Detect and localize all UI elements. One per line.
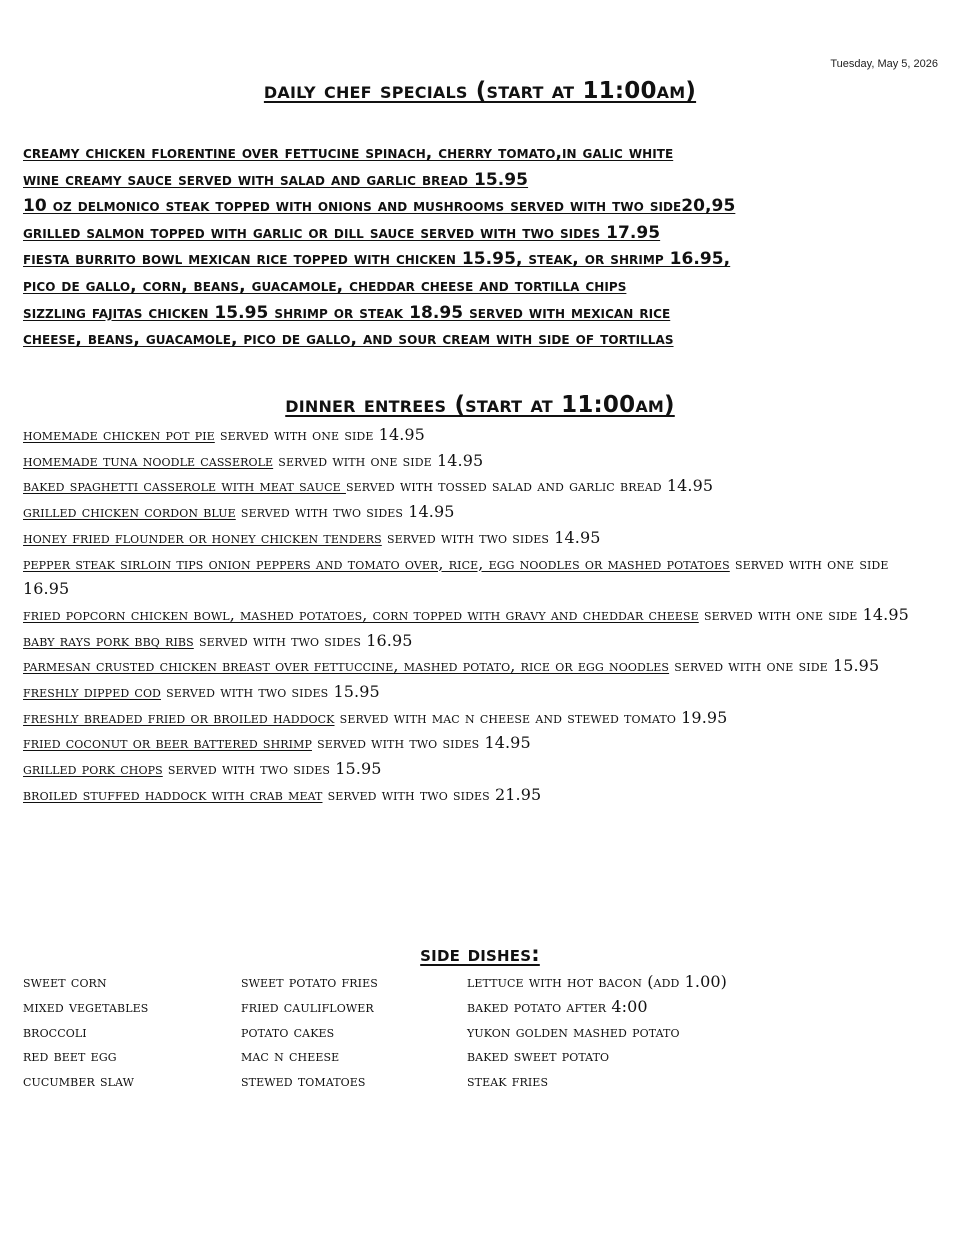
entree-details: served with two sides 15.95 xyxy=(162,759,382,779)
entree-item xyxy=(23,756,933,782)
entree-details: served with one side 16.95 xyxy=(23,553,889,599)
side-item: cucumber slaw xyxy=(23,1071,135,1091)
entree-name: pepper steak sirloin tips onion peppers and tomato over, rice, egg noodles or mashed potatoes xyxy=(23,553,730,573)
specials-list xyxy=(23,140,923,353)
entree-item xyxy=(23,602,933,628)
date-label: Tuesday, May 5, 2026 xyxy=(830,58,938,70)
side-item: broccoli xyxy=(23,1021,87,1041)
sides-row xyxy=(23,1020,923,1045)
entree-name: freshly dipped cod xyxy=(23,682,161,702)
entree-item xyxy=(23,782,933,808)
entree-name: grilled chicken cordon blue xyxy=(23,502,236,522)
entree-details: served with two sides 14.95 xyxy=(311,733,531,753)
entree-name: freshly breaded fried or broiled haddock xyxy=(23,707,335,727)
side-item: baked potato after 4:00 xyxy=(467,996,648,1016)
entree-details: served with one side 15.95 xyxy=(669,656,880,676)
side-item: baked sweet potato xyxy=(467,1046,610,1066)
specials-line: 10 oz delmonico steak topped with onions and mushrooms served with two side20,95 xyxy=(23,196,736,217)
entree-item xyxy=(23,499,933,525)
entree-name: honey fried flounder or honey chicken tenders xyxy=(23,527,382,547)
entree-name: fried popcorn chicken bowl, mashed potatoes, corn topped with gravy and cheddar cheese xyxy=(23,604,699,624)
entree-name: parmesan crusted chicken breast over fettuccine, mashed potato, rice or egg noodles xyxy=(23,656,670,676)
side-item: yukon golden mashed potato xyxy=(467,1021,680,1041)
specials-line: sizzling fajitas chicken 15.95 shrimp or steak 18.95 served with mexican rice xyxy=(23,302,671,323)
entree-item xyxy=(23,653,933,679)
entree-name: homemade chicken pot pie xyxy=(23,425,215,444)
specials-heading: daily chef specials (start at 11:00am) xyxy=(263,78,697,104)
entree-name: broiled stuffed haddock with crab meat xyxy=(23,784,323,804)
side-item: mixed vegetables xyxy=(23,996,149,1016)
sides-row xyxy=(23,995,923,1020)
sides-row xyxy=(23,1044,923,1069)
side-item: sweet potato fries xyxy=(241,972,378,991)
entree-name: baked spaghetti casserole with meat sauce xyxy=(23,476,346,496)
entree-details: served with two sides 15.95 xyxy=(160,682,380,702)
side-item: red beet egg xyxy=(23,1046,117,1066)
entree-details: served with two sides 14.95 xyxy=(381,527,601,547)
entree-item xyxy=(23,473,933,499)
entree-item xyxy=(23,705,933,731)
entree-item xyxy=(23,679,933,705)
side-item: mac n cheese xyxy=(241,1046,340,1066)
entree-name: homemade tuna noodle casserole xyxy=(23,450,274,470)
entree-item xyxy=(23,551,933,602)
specials-line: fiesta burrito bowl mexican rice topped with chicken 15.95, steak, or shrimp 16.95, xyxy=(23,249,731,270)
entree-name: fried coconut or beer battered shrimp xyxy=(23,733,312,753)
entree-name: baby rays pork bbq ribs xyxy=(23,630,194,650)
entrees-list xyxy=(23,422,933,808)
sides-row xyxy=(23,970,923,995)
side-item: steak fries xyxy=(467,1071,549,1091)
specials-line: cheese, beans, guacamole, pico de gallo, and sour cream with side of tortillas xyxy=(23,329,674,350)
entree-details: served with one side 14.95 xyxy=(698,604,909,624)
entree-details: served with two sides 21.95 xyxy=(322,784,542,804)
entree-details: served with one side 14.95 xyxy=(214,425,425,444)
entree-name: grilled pork chops xyxy=(23,759,163,779)
entree-details: served with mac n cheese and stewed tomato 19.95 xyxy=(334,707,728,727)
entree-details: served with tossed salad and garlic bread 14.95 xyxy=(345,476,714,496)
entree-details: served with two sides 16.95 xyxy=(193,630,413,650)
entree-details: served with two sides 14.95 xyxy=(235,502,455,522)
sides-row xyxy=(23,1069,923,1094)
entree-item xyxy=(23,448,933,474)
entree-details: served with one side 14.95 xyxy=(273,450,484,470)
entrees-heading: dinner entrees (start at 11:00am) xyxy=(285,392,675,418)
side-item: fried cauliflower xyxy=(241,996,374,1016)
specials-line: creamy chicken florentine over fettucine spinach, cherry tomato,in galic white xyxy=(23,143,674,163)
specials-line: grilled salmon topped with garlic or dill sauce served with two sides 17.95 xyxy=(23,222,661,243)
side-item: sweet corn xyxy=(23,972,107,991)
specials-line: pico de gallo, corn, beans, guacamole, cheddar cheese and tortilla chips xyxy=(23,275,627,296)
side-item: stewed tomatoes xyxy=(241,1071,366,1091)
entree-item xyxy=(23,628,933,654)
entree-item xyxy=(23,525,933,551)
sides-table xyxy=(23,970,923,1094)
sides-heading: side dishes: xyxy=(420,942,540,966)
side-item: potato cakes xyxy=(241,1021,335,1041)
specials-line: wine creamy sauce served with salad and garlic bread 15.95 xyxy=(23,169,529,190)
entree-item xyxy=(23,730,933,756)
entree-item xyxy=(23,422,933,448)
side-item: lettuce with hot bacon (add 1.00) xyxy=(467,972,727,991)
